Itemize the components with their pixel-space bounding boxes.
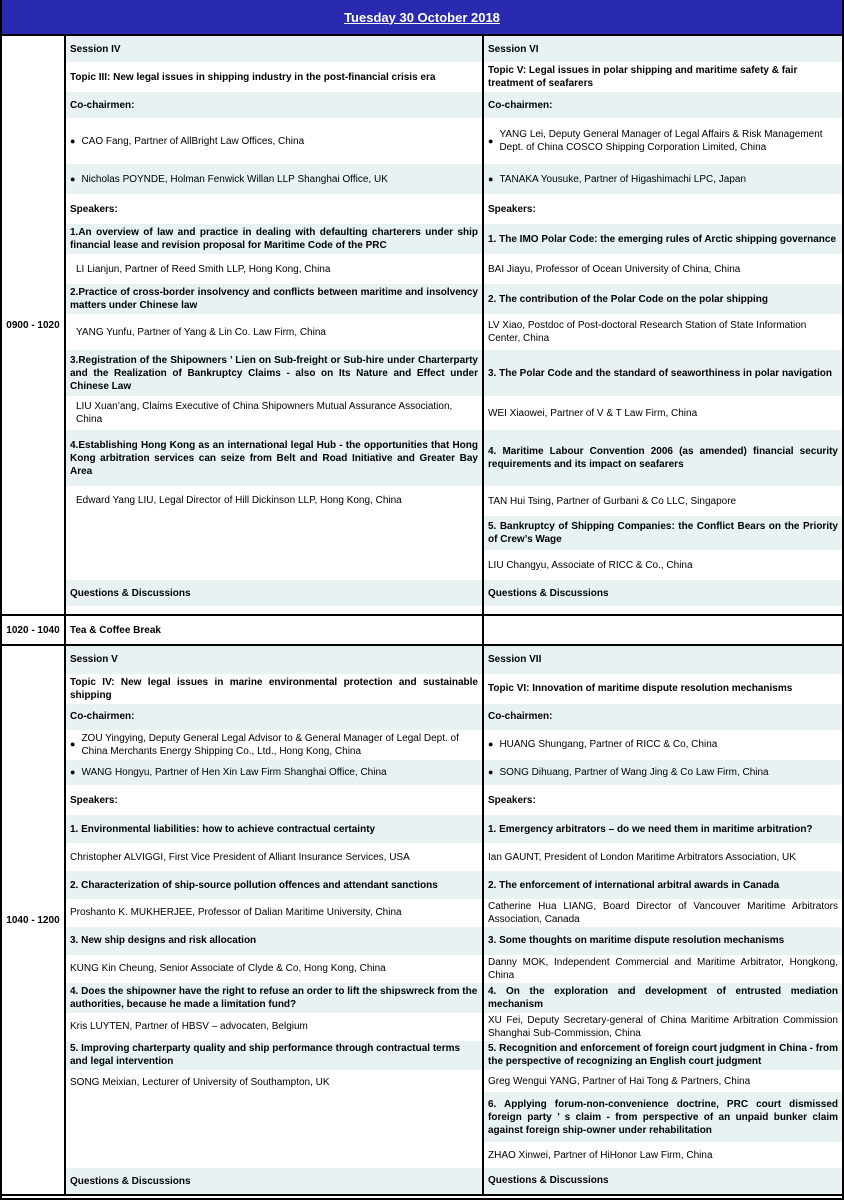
cochairmen-label: Co-chairmen: xyxy=(66,92,482,118)
cochair-item: ● SONG Dihuang, Partner of Wang Jing & Co Law Firm, China xyxy=(484,760,842,786)
speaker-name: LV Xiao, Postdoc of Post-doctoral Research Station of State Information Center, China xyxy=(488,320,807,344)
session-iv-column xyxy=(66,36,484,614)
speakers-label: Speakers: xyxy=(488,794,536,806)
speaker-name: XU Fei, Deputy Secretary-general of China Maritime Arbitration Commission Shanghai Sub-Commission, China xyxy=(488,1014,838,1039)
topic-title: Topic III: New legal issues in shipping industry in the post-financial crisis era xyxy=(70,71,436,83)
talk-title: 1. The IMO Polar Code: the emerging rules of Arctic shipping governance xyxy=(484,224,842,254)
session-v-column xyxy=(66,646,484,1194)
talk-title: 3. Some thoughts on maritime dispute resolution mechanisms xyxy=(484,927,842,955)
session-vii-column xyxy=(484,646,842,1194)
date-header: Tuesday 30 October 2018 xyxy=(2,0,842,36)
cochairmen-label: Co-chairmen: xyxy=(66,704,482,730)
cochair-item: ● Nicholas POYNDE, Holman Fenwick Willan LLP Shanghai Office, UK xyxy=(66,164,482,194)
talk-title: 2. Characterization of ship-source pollution offences and attendant sanctions xyxy=(66,871,482,899)
talk-title: 1. Environmental liabilities: how to achieve contractual certainty xyxy=(66,815,482,843)
talk-title: 2. The enforcement of international arbitral awards in Canada xyxy=(484,871,842,899)
speaker-name: Danny MOK, Independent Commercial and Maritime Arbitrator, Hongkong, China xyxy=(488,956,838,981)
talk-title: 2.Practice of cross-border insolvency and conflicts between maritime and insolvency matters under Chinese law xyxy=(66,284,482,314)
talk-title: 4. Maritime Labour Convention 2006 (as amended) financial security requirements and its impact on seafarers xyxy=(484,430,842,486)
talk-title: 6. Applying forum-non-convenience doctrine, PRC court dismissed foreign party ’ s claim - from perspective of an unpaid bunker claim against foreign ship-owner under rehabilitation xyxy=(484,1092,842,1142)
speaker-name: LIU Changyu, Associate of RICC & Co., China xyxy=(488,559,693,571)
talk-title: 3. New ship designs and risk allocation xyxy=(66,927,482,955)
questions-label: Questions & Discussions xyxy=(484,580,842,606)
time-block-morning-2 xyxy=(2,646,842,1196)
speaker-name: LIU Xuan’ang, Claims Executive of China Shipowners Mutual Assurance Association, China xyxy=(76,401,453,425)
speaker-name: Proshanto K. MUKHERJEE, Professor of Dalian Maritime University, China xyxy=(70,907,402,919)
speakers-label: Speakers: xyxy=(70,794,118,806)
cochair-item: ● YANG Lei, Deputy General Manager of Legal Affairs & Risk Management Dept. of China COSCO Shipping Corporation Limited, China xyxy=(484,118,842,164)
time-block-morning-1 xyxy=(2,36,842,616)
speaker-name: Christopher ALVIGGI, First Vice President of Alliant Insurance Services, USA xyxy=(70,851,410,863)
topic-title: Topic VI: Innovation of maritime dispute resolution mechanisms xyxy=(488,683,793,695)
questions-label: Questions & Discussions xyxy=(484,1168,842,1194)
session-vi-column xyxy=(484,36,842,614)
speakers-label: Speakers: xyxy=(488,203,536,215)
session-title: Session IV xyxy=(66,36,482,62)
speakers-label: Speakers: xyxy=(70,203,118,215)
speaker-name: KUNG Kin Cheung, Senior Associate of Clyde & Co, Hong Kong, China xyxy=(70,963,386,975)
cochair-item: ● HUANG Shungang, Partner of RICC & Co, China xyxy=(484,730,842,760)
talk-title: 5. Bankruptcy of Shipping Companies: the Conflict Bears on the Priority of Crew’s Wage xyxy=(484,516,842,550)
topic-title: Topic IV: New legal issues in marine environmental protection and sustainable shipping xyxy=(70,676,478,701)
speaker-name: LI Lianjun, Partner of Reed Smith LLP, Hong Kong, China xyxy=(76,263,331,275)
speaker-name: YANG Yunfu, Partner of Yang & Lin Co. Law Firm, China xyxy=(76,326,326,338)
talk-title: 4.Establishing Hong Kong as an international legal Hub - the opportunities that Hong Kong arbitration services can seize from Belt and Road Initiative and Greater Bay Area xyxy=(66,430,482,486)
session-title: Session VI xyxy=(484,36,842,62)
cochairmen-label: Co-chairmen: xyxy=(484,704,842,730)
break-label: Tea & Coffee Break xyxy=(70,624,161,636)
speaker-name: ZHAO Xinwei, Partner of HiHonor Law Firm, China xyxy=(488,1149,713,1161)
empty-cell xyxy=(484,616,842,644)
talk-title: 5. Improving charterparty quality and ship performance through contractual terms and legal intervention xyxy=(66,1041,482,1071)
speaker-name: Catherine Hua LIANG, Board Director of Vancouver Maritime Arbitrators Association, Canada xyxy=(488,900,838,925)
speaker-name: Edward Yang LIU, Legal Director of Hill Dickinson LLP, Hong Kong, China xyxy=(76,495,402,506)
talk-title: 5. Recognition and enforcement of foreign court judgment in China - from the perspective of recognizing an English court judgment xyxy=(484,1041,842,1071)
talk-title: 2. The contribution of the Polar Code on the polar shipping xyxy=(484,284,842,314)
talk-title: 1.An overview of law and practice in dealing with defaulting charterers under ship financial lease and revision proposal for Maritime Code of the PRC xyxy=(66,224,482,254)
speaker-name: Ian GAUNT, President of London Maritime Arbitrators Association, UK xyxy=(488,851,796,863)
cochair-item: ● ZOU Yingying, Deputy General Legal Advisor to & General Manager of Legal Dept. of China Merchants Energy Shipping Co., Ltd., Hong Kong, China xyxy=(66,730,482,760)
speaker-name: Greg Wengui YANG, Partner of Hai Tong & Partners, China xyxy=(488,1075,751,1087)
break-column xyxy=(66,616,484,644)
cochair-item: ● WANG Hongyu, Partner of Hen Xin Law Firm Shanghai Office, China xyxy=(66,760,482,786)
time-slot: 1040 - 1200 xyxy=(2,646,66,1194)
questions-label: Questions & Discussions xyxy=(66,1168,482,1194)
time-slot: 1020 - 1040 xyxy=(2,616,66,644)
cochair-item: ● TANAKA Yousuke, Partner of Higashimachi LPC, Japan xyxy=(484,164,842,194)
break-column-empty xyxy=(484,616,842,644)
talk-title: 3. The Polar Code and the standard of seaworthiness in polar navigation xyxy=(484,350,842,396)
talk-title: 4. Does the shipowner have the right to refuse an order to lift the shipswreck from the authorities, because he made a limitation fund? xyxy=(66,983,482,1013)
talk-title: 4. On the exploration and development of entrusted mediation mechanism xyxy=(484,983,842,1013)
session-title: Session V xyxy=(66,646,482,674)
talk-title: 1. Emergency arbitrators – do we need them in maritime arbitration? xyxy=(484,815,842,843)
speaker-name: SONG Meixian, Lecturer of University of Southampton, UK xyxy=(70,1077,330,1089)
cochair-item: ● CAO Fang, Partner of AllBright Law Offices, China xyxy=(66,118,482,164)
speaker-name: WEI Xiaowei, Partner of V & T Law Firm, China xyxy=(488,407,698,419)
speaker-name: Kris LUYTEN, Partner of HBSV – advocaten, Belgium xyxy=(70,1021,308,1033)
time-block-break xyxy=(2,616,842,646)
questions-label: Questions & Discussions xyxy=(66,580,482,606)
topic-title: Topic V: Legal issues in polar shipping and maritime safety & fair treatment of seafarers xyxy=(488,65,798,89)
time-slot: 0900 - 1020 xyxy=(2,36,66,614)
session-title: Session VII xyxy=(484,646,842,674)
speaker-name: BAI Jiayu, Professor of Ocean University of China, China xyxy=(488,263,741,275)
talk-title: 3.Registration of the Shipowners ’ Lien on Sub-freight or Sub-hire under Charterparty and the Realization of Bankruptcy Claims - also on Its Nature and Effect under Chinese Law xyxy=(66,350,482,396)
speaker-name: TAN Hui Tsing, Partner of Gurbani & Co LLC, Singapore xyxy=(488,495,737,507)
cochairmen-label: Co-chairmen: xyxy=(484,92,842,118)
